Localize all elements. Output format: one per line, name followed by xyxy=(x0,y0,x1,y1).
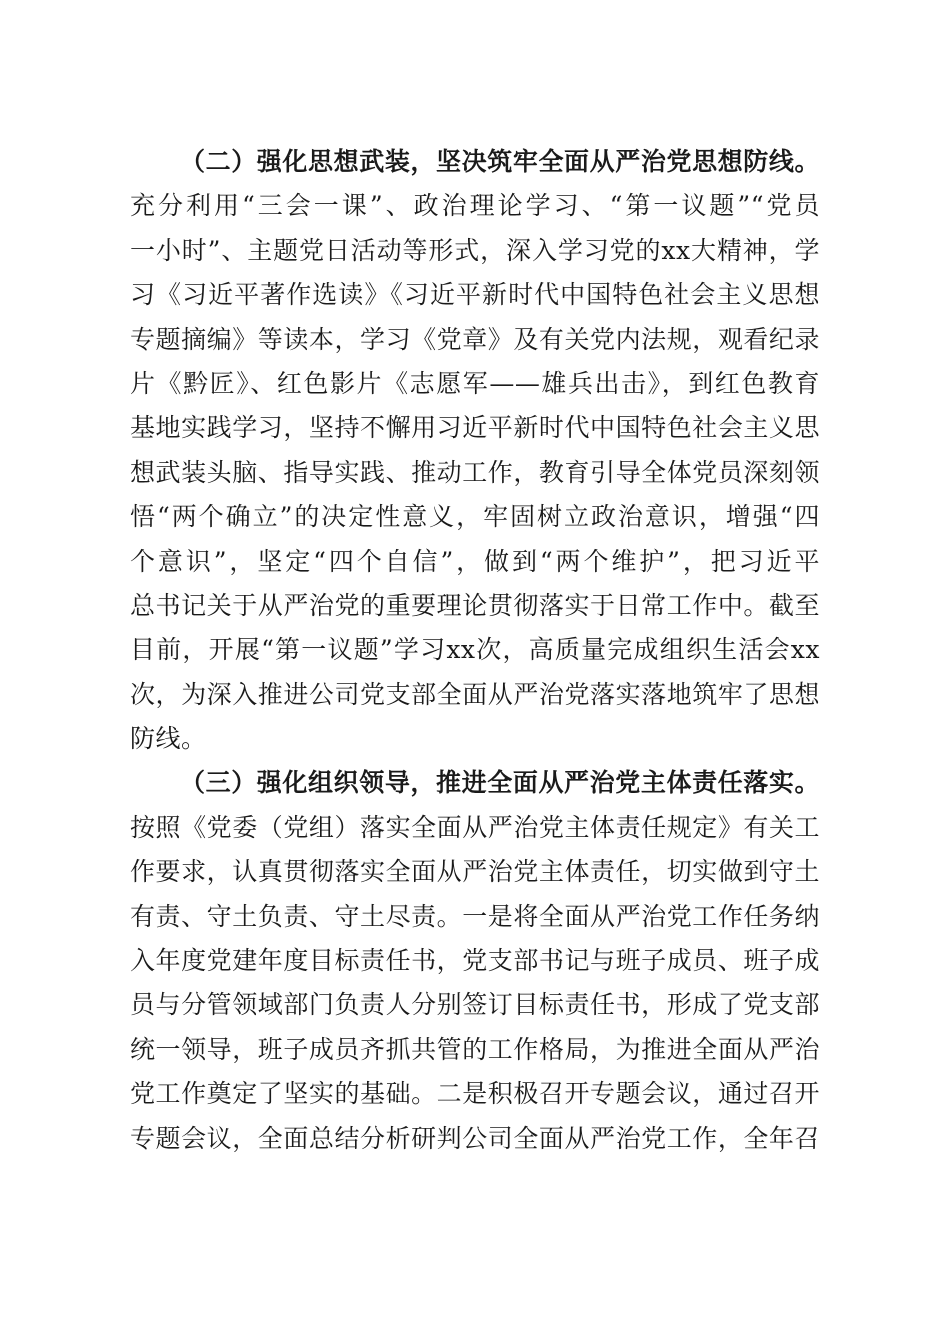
section-2-line: 悟“两个确立”的决定性意义，牢固树立政治意识，增强“四 xyxy=(130,502,820,532)
section-3-heading: （三）强化组织领导，推进全面从严治党主体责任落实。 xyxy=(180,768,820,798)
section-2-line: 习《习近平著作选读》《习近平新时代中国特色社会主义思想 xyxy=(130,280,820,310)
section-2-line: 个意识”，坚定“四个自信”，做到“两个维护”，把习近平 xyxy=(130,546,820,576)
section-2-line: 防线。 xyxy=(130,724,207,754)
section-3-line: 专题会议，全面总结分析研判公司全面从严治党工作，全年召 xyxy=(130,1123,820,1153)
section-2-line: 片《黔匠》、红色影片《志愿军——雄兵出击》，到红色教育 xyxy=(130,368,820,398)
section-3-line: 员与分管领域部门负责人分别签订目标责任书，形成了党支部 xyxy=(130,990,820,1020)
section-2-line: 目前，开展“第一议题”学习xx次，高质量完成组织生活会xx xyxy=(130,635,820,665)
section-2-line: 想武装头脑、指导实践、推动工作，教育引导全体党员深刻领 xyxy=(130,457,820,487)
section-2-line: 基地实践学习，坚持不懈用习近平新时代中国特色社会主义思 xyxy=(130,413,820,443)
section-2-line: 充分利用“三会一课”、政治理论学习、“第一议题”“党员 xyxy=(130,191,820,221)
section-3-line: 作要求，认真贯彻落实全面从严治党主体责任，切实做到守土 xyxy=(130,857,820,887)
section-2-line: 次，为深入推进公司党支部全面从严治党落实落地筑牢了思想 xyxy=(130,679,820,709)
section-3-line: 党工作奠定了坚实的基础。二是积极召开专题会议，通过召开 xyxy=(130,1079,820,1109)
document-body xyxy=(130,140,820,1161)
section-3-line: 入年度党建年度目标责任书，党支部书记与班子成员、班子成 xyxy=(130,946,820,976)
section-3-line: 有责、守土负责、守土尽责。一是将全面从严治党工作任务纳 xyxy=(130,901,820,931)
section-3-line: 统一领导，班子成员齐抓共管的工作格局，为推进全面从严治 xyxy=(130,1034,820,1064)
section-2-line: 一小时”、主题党日活动等形式，深入学习党的xx大精神，学 xyxy=(130,235,820,265)
section-3-line: 按照《党委（党组）落实全面从严治党主体责任规定》有关工 xyxy=(130,812,820,842)
section-2-line: 总书记关于从严治党的重要理论贯彻落实于日常工作中。截至 xyxy=(130,590,820,620)
section-2-line: 专题摘编》等读本，学习《党章》及有关党内法规，观看纪录 xyxy=(130,324,820,354)
section-2-heading: （二）强化思想武装，坚决筑牢全面从严治党思想防线。 xyxy=(180,147,820,176)
